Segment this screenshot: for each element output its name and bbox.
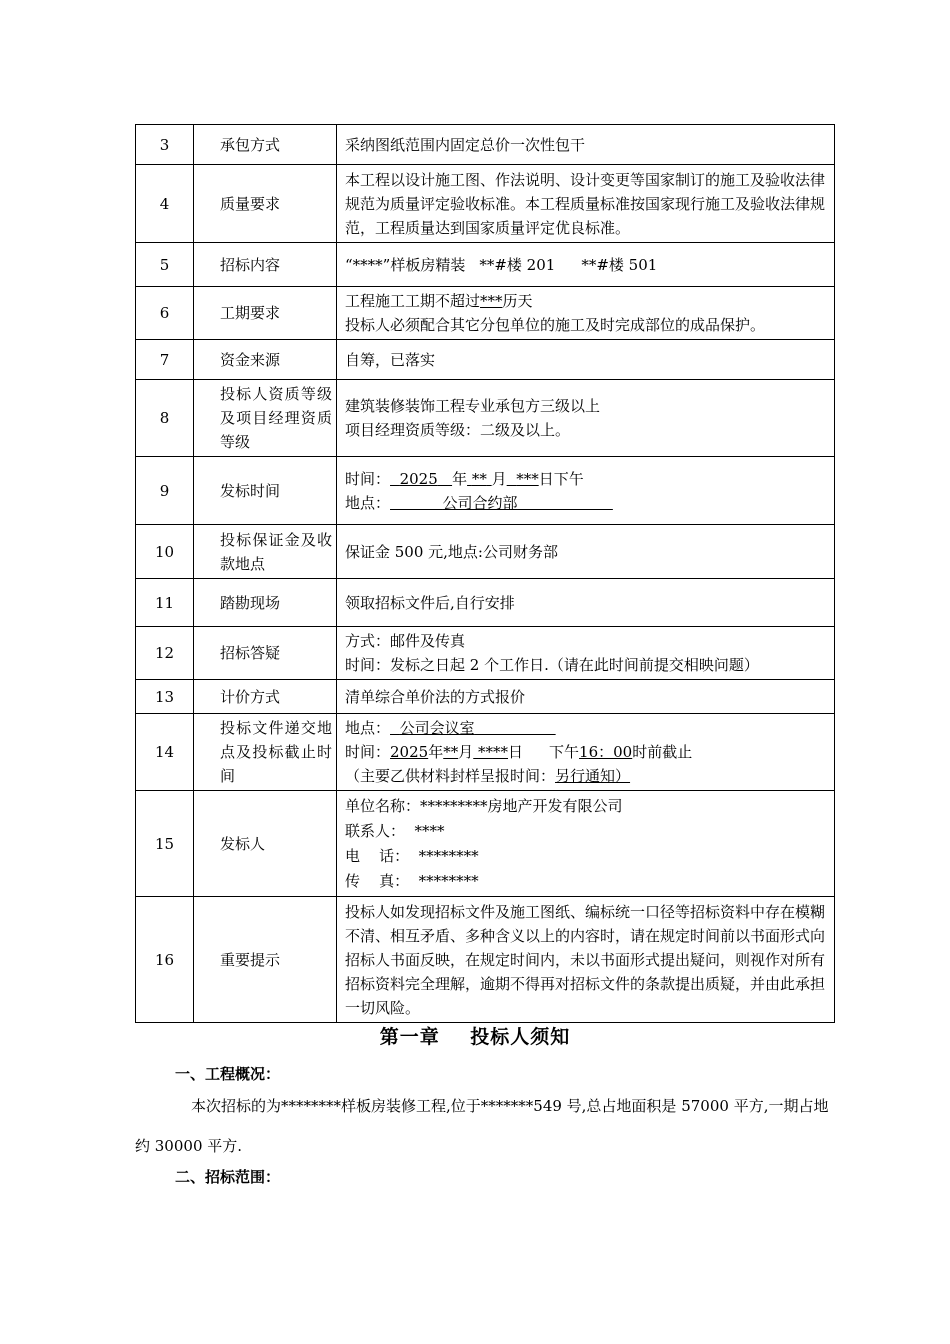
- row-number: 5: [136, 243, 194, 287]
- row-content: [337, 457, 835, 525]
- issue-year: [390, 470, 452, 488]
- content-line: 自筹，已落实: [345, 350, 436, 369]
- section-title: 二、招标范围：: [175, 1168, 281, 1186]
- content-package: “****”样板房精装: [345, 255, 466, 274]
- row-item: 承包方式: [194, 125, 337, 165]
- issue-month-value: **: [471, 469, 487, 488]
- contact-person: 联系人： ****: [345, 821, 445, 840]
- place-label: 地点：: [345, 719, 391, 737]
- row-content: [337, 791, 835, 897]
- table-row: [136, 791, 835, 897]
- row-number: 13: [136, 680, 194, 714]
- row-item: 投标人资质等级及项目经理资质等级: [194, 380, 337, 457]
- issue-place: [390, 494, 613, 512]
- section-body: 本次招标的为********样板房装修工程,位于*******549 号,总占地面积是 57000 平方,一期占地约 30000 平方.: [135, 1097, 829, 1155]
- period-days: ***: [480, 292, 503, 310]
- row-item: 计价方式: [194, 680, 337, 714]
- deadline-year: 2025: [390, 743, 429, 761]
- deadline-month: **: [443, 743, 459, 761]
- row-number: 4: [136, 165, 194, 243]
- time-label: 时间：: [345, 743, 391, 761]
- row-item: 踏勘现场: [194, 579, 337, 627]
- row-item: 发标人: [194, 791, 337, 897]
- row-item: 招标内容: [194, 243, 337, 287]
- sample-note-text: 另行通知: [555, 767, 616, 785]
- issue-year-value: 2025: [399, 469, 438, 488]
- day-unit: 日: [508, 743, 524, 761]
- sample-note-suffix: ）: [615, 767, 631, 785]
- row-item: 投标保证金及收款地点: [194, 525, 337, 579]
- row-item: 资金来源: [194, 340, 337, 380]
- content-line: 建筑装修装饰工程专业承包方三级以上: [345, 397, 601, 415]
- deadline-clock: 16：00: [579, 743, 633, 761]
- table-row: [136, 125, 835, 165]
- phone: 电 话： ********: [345, 846, 479, 865]
- bid-info-table: [135, 124, 835, 1023]
- content-line: 方式：邮件及传真: [345, 632, 466, 650]
- table-row: [136, 680, 835, 714]
- content-building-1: **#楼 201: [479, 255, 556, 274]
- period-suffix: 历天: [502, 292, 533, 310]
- deadline-pm: 下午: [549, 743, 580, 761]
- issue-day-value: ***: [516, 469, 539, 488]
- content-line: 采纳图纸范围内固定总价一次性包干: [345, 135, 586, 154]
- row-item: 工期要求: [194, 287, 337, 340]
- sample-note-prefix: （主要乙供材料封样呈报时间：: [345, 767, 556, 785]
- row-content: [337, 579, 835, 627]
- row-content: [337, 627, 835, 680]
- row-number: 15: [136, 791, 194, 897]
- month-unit: 月: [491, 469, 507, 488]
- row-content: [337, 287, 835, 340]
- row-content: [337, 125, 835, 165]
- table-row: [136, 165, 835, 243]
- row-number: 14: [136, 714, 194, 791]
- row-content: [337, 380, 835, 457]
- row-content: [337, 714, 835, 791]
- table-row: [136, 525, 835, 579]
- issue-month: [467, 470, 492, 488]
- issue-day: [507, 470, 539, 488]
- table-row: [136, 287, 835, 340]
- sample-note-value: [555, 767, 630, 785]
- company-name: 单位名称：*********房地产开发有限公司: [345, 796, 623, 815]
- content-building-2: **#楼 501: [581, 255, 658, 274]
- table-row: [136, 714, 835, 791]
- chapter-title: 第一章 投标人须知: [379, 1026, 571, 1048]
- section-title: 一、工程概况：: [175, 1065, 281, 1083]
- place-label: 地点：: [345, 493, 391, 512]
- time-label: 时间：: [345, 469, 391, 488]
- table-row: [136, 897, 835, 1023]
- row-item: 发标时间: [194, 457, 337, 525]
- content-line: 投标人必须配合其它分包单位的施工及时完成部位的成品保护。: [345, 316, 766, 334]
- row-number: 3: [136, 125, 194, 165]
- row-item: 招标答疑: [194, 627, 337, 680]
- table-row: [136, 579, 835, 627]
- row-content: [337, 525, 835, 579]
- row-item: 投标文件递交地点及投标截止时间: [194, 714, 337, 791]
- year-unit: 年: [452, 469, 468, 488]
- table-row: [136, 457, 835, 525]
- fax: 传 真： ********: [345, 871, 479, 890]
- row-content: [337, 340, 835, 380]
- table-row: [136, 243, 835, 287]
- row-number: 16: [136, 897, 194, 1023]
- content-line: 项目经理资质等级：二级及以上。: [345, 421, 571, 439]
- row-number: 7: [136, 340, 194, 380]
- table-row: [136, 627, 835, 680]
- row-content: [337, 243, 835, 287]
- row-number: 10: [136, 525, 194, 579]
- row-number: 11: [136, 579, 194, 627]
- row-number: 12: [136, 627, 194, 680]
- period-prefix: 工程施工工期不超过: [345, 292, 481, 310]
- row-item: 重要提示: [194, 897, 337, 1023]
- submit-place-value: 公司会议室: [399, 719, 475, 737]
- content-line: 保证金 500 元,地点:公司财务部: [345, 542, 558, 561]
- row-item: 质量要求: [194, 165, 337, 243]
- table-row: [136, 340, 835, 380]
- row-number: 6: [136, 287, 194, 340]
- deadline-day: [473, 743, 508, 761]
- year-unit: 年: [428, 743, 444, 761]
- day-unit: 日下午: [538, 469, 584, 488]
- row-content: [337, 680, 835, 714]
- content-line: 时间：发标之日起 2 个工作日.（请在此时间前提交相映问题）: [345, 656, 759, 674]
- submit-place: [390, 719, 556, 737]
- table-row: [136, 380, 835, 457]
- row-number: 9: [136, 457, 194, 525]
- row-content: 本工程以设计施工图、作法说明、设计变更等国家制订的施工及验收法律规范为质量评定验收标准。本工程质量标准按国家现行施工及验收法律规范，工程质量达到国家质量评定优良标准。: [337, 165, 835, 243]
- deadline-day-value: ****: [478, 743, 509, 761]
- row-number: 8: [136, 380, 194, 457]
- issue-place-value: 公司合约部: [442, 493, 518, 512]
- deadline-suffix: 时前截止: [632, 743, 693, 761]
- month-unit: 月: [458, 743, 474, 761]
- content-line: 清单综合单价法的方式报价: [345, 687, 526, 706]
- row-content: 投标人如发现招标文件及施工图纸、编标统一口径等招标资料中存在模糊不清、相互矛盾、多种含义以上的内容时，请在规定时间前以书面形式向招标人书面反映，在规定时间内，未以书面形式提出疑问，则视作对所有招标资料完全理解，逾期不得再对招标文件的条款提出质疑，并由此承担一切风险。: [337, 897, 835, 1023]
- content-line: 领取招标文件后,自行安排: [345, 593, 515, 612]
